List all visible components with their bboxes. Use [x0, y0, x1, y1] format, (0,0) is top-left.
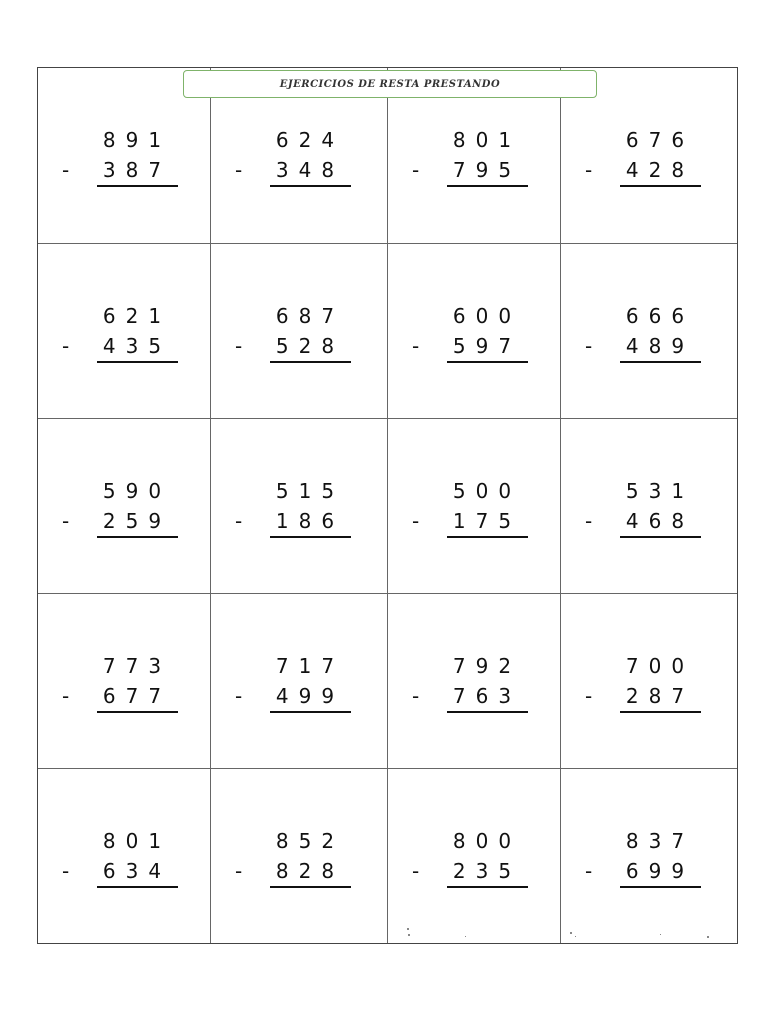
subtraction-problem: [211, 654, 387, 734]
problem-cell: [38, 594, 211, 769]
answer-line: [270, 536, 351, 538]
subtraction-problem: [388, 479, 560, 559]
minuend: 676: [625, 128, 695, 152]
subtraction-problem: [561, 654, 737, 734]
problem-cell: [211, 244, 388, 419]
problem-cell: [561, 769, 737, 943]
answer-line: [97, 361, 178, 363]
answer-line: [97, 185, 178, 187]
answer-line: [97, 536, 178, 538]
minus-sign: -: [235, 334, 243, 358]
worksheet-title-box: [183, 70, 597, 98]
minus-sign: -: [235, 859, 243, 883]
problem-cell: [561, 244, 737, 419]
subtraction-problem: [211, 479, 387, 559]
subtraction-problem: [561, 304, 737, 384]
subtraction-problem: [38, 128, 210, 208]
problem-cell: [38, 769, 211, 943]
minus-sign: -: [62, 158, 70, 182]
minuend: 800: [452, 829, 522, 853]
subtraction-problem: [388, 304, 560, 384]
problem-cell: [211, 769, 388, 943]
answer-line: [447, 886, 528, 888]
problem-cell: [388, 419, 561, 594]
worksheet-title: EJERCICIOS DE RESTA PRESTANDO: [279, 78, 501, 90]
minus-sign: -: [62, 334, 70, 358]
subtraction-problem: [561, 479, 737, 559]
subtraction-problem: [561, 829, 737, 909]
minus-sign: -: [412, 158, 420, 182]
minus-sign: -: [235, 158, 243, 182]
minus-sign: -: [585, 158, 593, 182]
subtrahend: 259: [102, 509, 172, 533]
minus-sign: -: [235, 509, 243, 533]
answer-line: [447, 711, 528, 713]
minus-sign: -: [585, 334, 593, 358]
subtraction-problem: [38, 304, 210, 384]
minus-sign: -: [62, 859, 70, 883]
answer-line: [620, 886, 701, 888]
answer-line: [447, 185, 528, 187]
subtrahend: 428: [625, 158, 695, 182]
answer-line: [270, 361, 351, 363]
minuend: 500: [452, 479, 522, 503]
problem-cell: [211, 594, 388, 769]
minuend: 666: [625, 304, 695, 328]
subtrahend: 175: [452, 509, 522, 533]
subtrahend: 699: [625, 859, 695, 883]
problem-cell: [388, 244, 561, 419]
minus-sign: -: [585, 684, 593, 708]
answer-line: [270, 185, 351, 187]
minuend: 891: [102, 128, 172, 152]
subtraction-problem: [388, 654, 560, 734]
subtrahend: 828: [275, 859, 345, 883]
problem-cell: [561, 594, 737, 769]
minuend: 773: [102, 654, 172, 678]
answer-line: [620, 185, 701, 187]
minuend: 590: [102, 479, 172, 503]
problem-cell: [38, 419, 211, 594]
minuend: 600: [452, 304, 522, 328]
minus-sign: -: [62, 684, 70, 708]
subtraction-problem: [38, 479, 210, 559]
subtrahend: 348: [275, 158, 345, 182]
subtrahend: 795: [452, 158, 522, 182]
subtrahend: 387: [102, 158, 172, 182]
problem-cell: [388, 769, 561, 943]
subtraction-problem: [561, 128, 737, 208]
subtrahend: 435: [102, 334, 172, 358]
minus-sign: -: [585, 509, 593, 533]
subtrahend: 597: [452, 334, 522, 358]
subtraction-problem: [211, 304, 387, 384]
subtraction-problem: [388, 128, 560, 208]
answer-line: [620, 536, 701, 538]
answer-line: [447, 361, 528, 363]
minuend: 837: [625, 829, 695, 853]
minus-sign: -: [412, 859, 420, 883]
minuend: 687: [275, 304, 345, 328]
minuend: 624: [275, 128, 345, 152]
problem-cell: [561, 419, 737, 594]
subtrahend: 528: [275, 334, 345, 358]
answer-line: [270, 711, 351, 713]
minus-sign: -: [585, 859, 593, 883]
answer-line: [447, 536, 528, 538]
minuend: 531: [625, 479, 695, 503]
minuend: 717: [275, 654, 345, 678]
subtraction-grid: [37, 67, 738, 944]
minus-sign: -: [62, 509, 70, 533]
minuend: 792: [452, 654, 522, 678]
subtrahend: 634: [102, 859, 172, 883]
subtrahend: 468: [625, 509, 695, 533]
answer-line: [97, 886, 178, 888]
subtrahend: 186: [275, 509, 345, 533]
problem-cell: [38, 244, 211, 419]
minuend: 801: [102, 829, 172, 853]
answer-line: [270, 886, 351, 888]
subtraction-problem: [38, 829, 210, 909]
subtraction-problem: [211, 829, 387, 909]
subtrahend: 235: [452, 859, 522, 883]
minuend: 852: [275, 829, 345, 853]
minuend: 621: [102, 304, 172, 328]
subtraction-problem: [388, 829, 560, 909]
answer-line: [97, 711, 178, 713]
subtrahend: 499: [275, 684, 345, 708]
subtrahend: 677: [102, 684, 172, 708]
subtrahend: 489: [625, 334, 695, 358]
minuend: 700: [625, 654, 695, 678]
minus-sign: -: [235, 684, 243, 708]
minus-sign: -: [412, 334, 420, 358]
subtraction-problem: [38, 654, 210, 734]
problem-cell: [388, 594, 561, 769]
minus-sign: -: [412, 684, 420, 708]
minuend: 515: [275, 479, 345, 503]
scan-specks: [405, 920, 715, 940]
problem-cell: [211, 419, 388, 594]
subtrahend: 287: [625, 684, 695, 708]
minus-sign: -: [412, 509, 420, 533]
subtraction-problem: [211, 128, 387, 208]
answer-line: [620, 711, 701, 713]
subtrahend: 763: [452, 684, 522, 708]
minuend: 801: [452, 128, 522, 152]
answer-line: [620, 361, 701, 363]
